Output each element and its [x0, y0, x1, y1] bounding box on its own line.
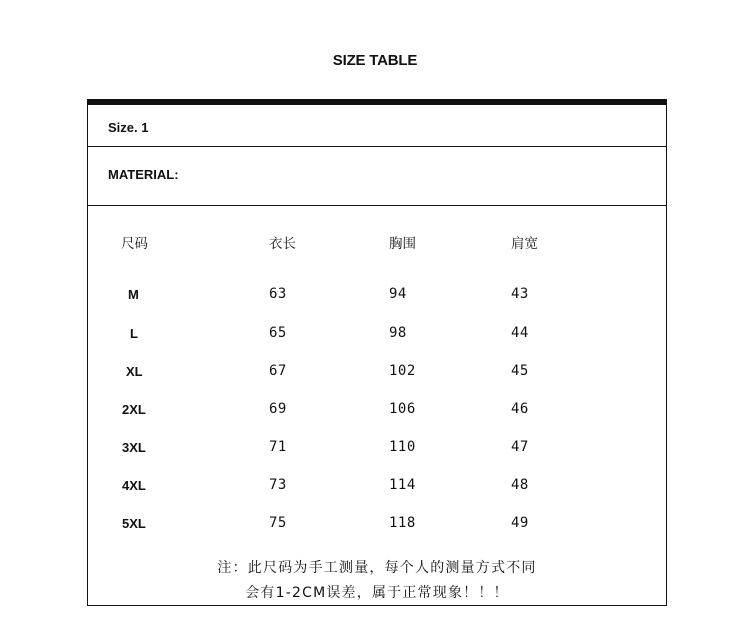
table-row-shoulder: 46 — [511, 401, 529, 417]
table-row-shoulder: 48 — [511, 477, 529, 493]
header-shoulder: 肩宽 — [511, 236, 538, 252]
table-row-size: 5XL — [122, 516, 146, 531]
table-row-chest: 110 — [389, 439, 416, 455]
table-row-chest: 102 — [389, 363, 416, 379]
table-row-chest: 118 — [389, 515, 416, 531]
table-row-chest: 106 — [389, 401, 416, 417]
header-size: 尺码 — [121, 236, 148, 252]
table-row-length: 69 — [269, 401, 287, 417]
table-row-shoulder: 43 — [511, 286, 529, 302]
table-row-length: 65 — [269, 325, 287, 341]
measurement-note: 注：此尺码为手工测量，每个人的测量方式不同 — [217, 560, 537, 576]
page-title: SIZE TABLE — [332, 52, 418, 69]
table-row-chest: 114 — [389, 477, 416, 493]
table-row-size: 4XL — [122, 478, 146, 493]
size-sheet — [87, 99, 667, 606]
table-row-shoulder: 45 — [511, 363, 529, 379]
table-row-length: 63 — [269, 286, 287, 302]
size-label: Size. 1 — [108, 120, 149, 135]
header-length: 衣长 — [269, 236, 296, 252]
table-row-size: 3XL — [122, 440, 146, 455]
header-chest: 胸围 — [389, 236, 416, 252]
table-row-size: 2XL — [122, 402, 146, 417]
table-row-shoulder: 44 — [511, 325, 529, 341]
table-row-length: 67 — [269, 363, 287, 379]
table-row-length: 71 — [269, 439, 287, 455]
size-table — [88, 206, 666, 551]
table-row-length: 73 — [269, 477, 287, 493]
table-row-size: L — [130, 326, 138, 341]
table-row-chest: 98 — [389, 325, 407, 341]
table-row-size: XL — [126, 364, 143, 379]
table-row-shoulder: 47 — [511, 439, 529, 455]
material-row — [88, 147, 666, 206]
size-row — [88, 105, 666, 147]
measurement-note-continued: 会有1-2CM误差，属于正常现象！！！ — [245, 585, 509, 601]
table-row-chest: 94 — [389, 286, 407, 302]
table-row-size: M — [128, 287, 139, 302]
table-row-shoulder: 49 — [511, 515, 529, 531]
material-label: MATERIAL: — [108, 167, 179, 182]
table-row-length: 75 — [269, 515, 287, 531]
